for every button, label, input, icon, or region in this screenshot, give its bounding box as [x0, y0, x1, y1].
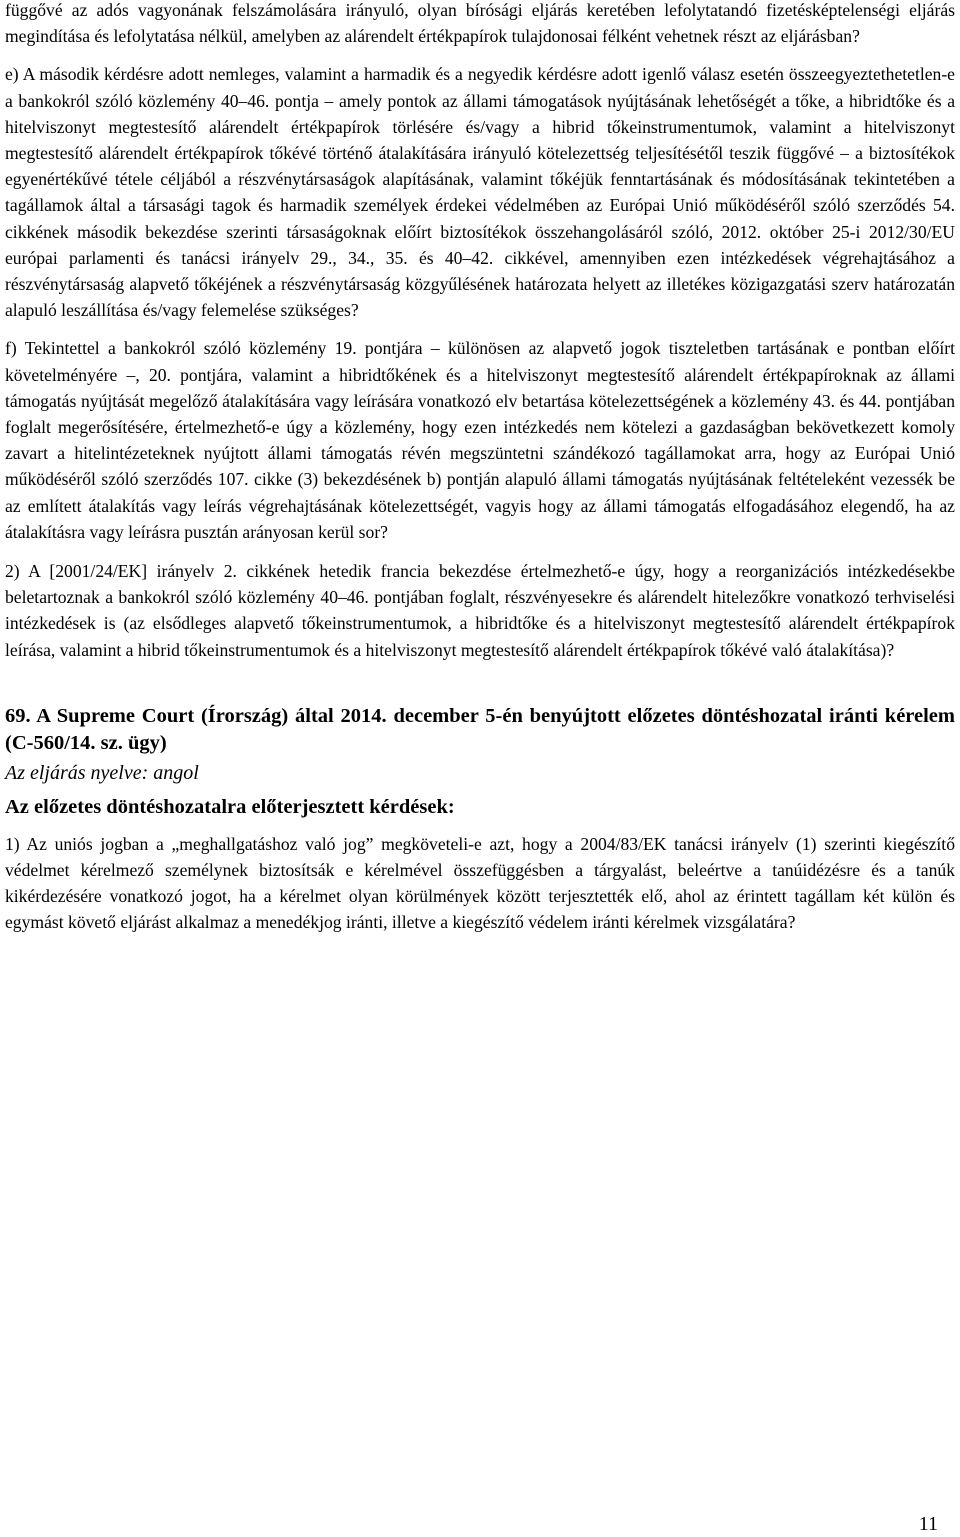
paragraph-question-1: 1) Az uniós jogban a „meghallgatáshoz való jog” megköveteli-e azt, hogy a 2004/83/EK tanácsi irányelv (1) szerinti kiegészítő védelmet kérelmező személynek biztosítsák e kérelmével összefüggésben a tárgyalást, beleértve a tanúidézésre és a tanúk kikérdezésére vonatkozó jogot, ha a kérelmet olyan körülmények között terjesztették elő, ahol az érintett tagállam két külön és egymást követő eljárást alkalmaz a menedékjog iránti, illetve a kiegészítő védelem iránti kérelmek vizsgálatára? [5, 833, 955, 933]
paragraph-question-e: e) A második kérdésre adott nemleges, valamint a harmadik és a negyedik kérdésre adott igenlő válasz esetén összeegyeztethetetlen-e a bankokról szóló közlemény 40‒46. pontja ‒ amely pontok az állami támogatások nyújtásának lehetőségét a tőke, a hibridtőke és a hitelviszonyt megtestesítő alárendelt értékpapírok törlésére és/vagy a hibrid tőkeinstrumentumok, valamint a hitelviszonyt megtestesítő alárendelt értékpapírok tőkévé történő átalakítására irányuló kötelezettség teljesítésétől teszik függővé ‒ a biztosítékok egyenértékűvé tétele céljából a részvénytársaságok alapításának, valamint tőkéjük fenntartásának és módosításának tekintetében a tagállamok által a társasági tagok és harmadik személyek érdekei védelmében az Európai Unió működéséről szóló szerződés 54. cikkének második bekezdése szerinti társaságoknak előírt biztosítékok összehangolásáról szóló, 2012. október 25-i 2012/30/EU európai parlamenti és tanácsi irányelv 29., 34., 35. és 40‒42. cikkével, amennyiben ezen intézkedések végrehajtásához a részvénytársaság alapvető tőkéjének a részvénytársaság közgyűlésének határozata helyett az illetékes közigazgatási szerv határozatán alapuló leszállítása és/vagy felemelése szükséges? [5, 64, 955, 321]
document-page [5, 0, 955, 936]
page-number: 11 [918, 1513, 938, 1535]
questions-title: Az előzetes döntéshozatalra előterjesztett kérdések: [5, 795, 455, 818]
paragraph-continuation: függővé az adós vagyonának felszámolására irányuló, olyan bírósági eljárás keretében lefolytatandó fizetésképtelenségi eljárás megindítása és lefolytatása nélkül, amelyben az alárendelt értékpapírok tulajdonosai félként vehetnek részt az eljárásban? [5, 0, 955, 47]
paragraph-question-2: 2) A [2001/24/EK] irányelv 2. cikkének hetedik francia bekezdése értelmezhető-e úgy, hogy a reorganizációs intézkedésekbe beletartoznak a bankokról szóló közlemény 40‒46. pontjában foglalt, részvényesekre és alárendelt hitelezőkre vonatkozó terhviselési intézkedések is (az elsődleges alapvető tőkeinstrumentumok, a hibridtőke és a hitelviszonyt megtestesítő alárendelt értékpapírok leírása, valamint a hibrid tőkeinstrumentumok és a hitelviszonyt megtestesítő alárendelt értékpapírok tőkévé való átalakítása)? [5, 561, 955, 660]
paragraph-question-f: f) Tekintettel a bankokról szóló közlemény 19. pontjára ‒ különösen az alapvető jogok tiszteletben tartásának e pontban előírt követelményére ‒, 20. pontjára, valamint a hibridtőkének és a hitelviszonyt megtestesítő alárendelt értékpapíroknak az állami támogatás nyújtását megelőző átalakítására vagy leírására vonatkozó elv betartása kötelezettségének a közlemény 43. és 44. pontjában foglalt megerősítésére, értelmezhető-e úgy a közlemény, hogy ezen intézkedés nem kötelezi a gazdaságban bekövetkezett komoly zavart a hitelintézeteknek nyújtott állami támogatás révén megszüntetni szándékozó tagállamokat arra, hogy az Európai Unió működéséről szóló szerződés 107. cikke (3) bekezdésének b) pontján alapuló állami támogatás nyújtásának feltételeként vezessék be az említett átalakítás vagy leírás végrehajtásának kötelezettségét, vagyis hogy az állami támogatás elfogadásához elegendő, ha az átalakításra vagy leírásra pusztán arányosan kerül sor? [5, 338, 955, 542]
language-line: Az eljárás nyelve: angol [5, 761, 199, 784]
case-heading: 69. A Supreme Court (Írország) által 2014. december 5-én benyújtott előzetes döntéshozatal iránti kérelem (C-560/14. sz. ügy) [5, 704, 955, 754]
